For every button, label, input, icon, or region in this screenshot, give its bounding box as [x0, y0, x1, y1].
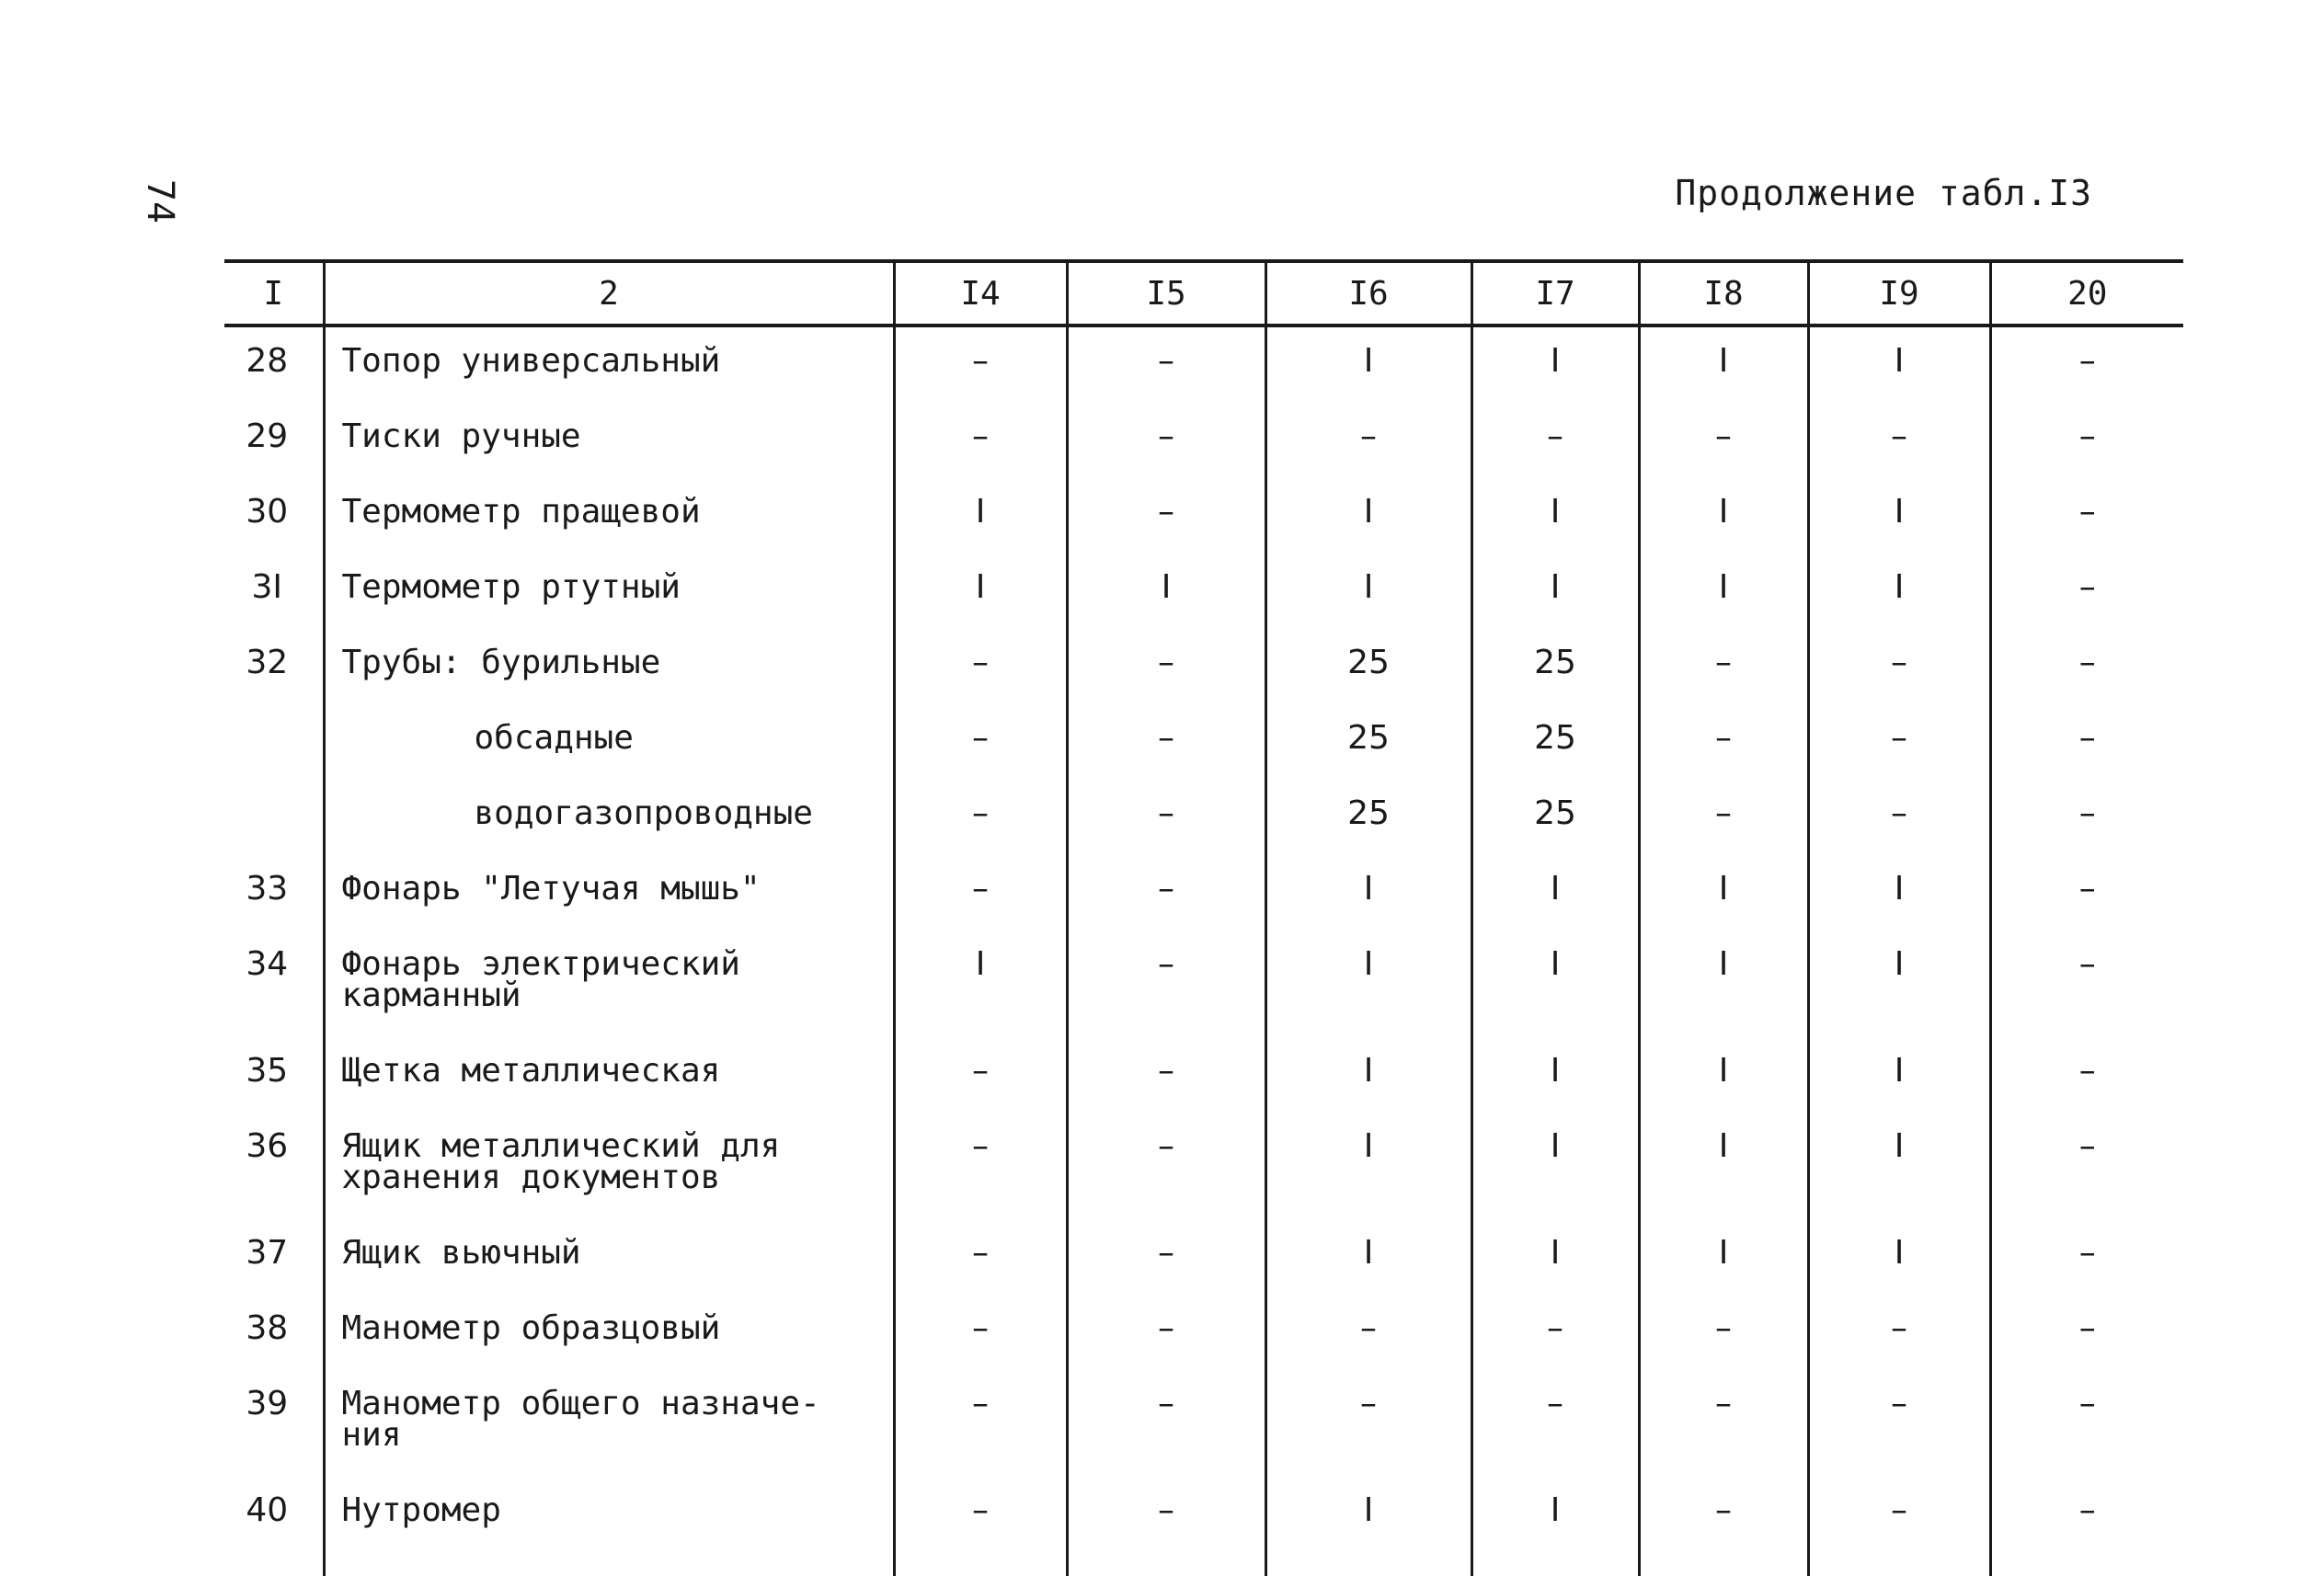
- value-cell: –: [1808, 1482, 1990, 1576]
- value-cell: –: [1639, 634, 1808, 710]
- value-cell: –: [1990, 634, 2183, 710]
- value-cell: –: [1067, 861, 1265, 936]
- value-cell: –: [1471, 408, 1639, 484]
- value-cell: 25: [1471, 710, 1639, 785]
- row-number: 39: [246, 1385, 289, 1422]
- value-cell: –: [1067, 1482, 1265, 1576]
- value-cell: –: [1471, 1300, 1639, 1376]
- table-row: [224, 1376, 2183, 1482]
- table-row: [224, 634, 2183, 710]
- value-cell: –: [1808, 1300, 1990, 1376]
- value-cell: –: [1639, 1376, 1808, 1482]
- value-cell: 25: [1265, 634, 1471, 710]
- value-cell: I: [1265, 1482, 1471, 1576]
- table-row: [224, 785, 2183, 861]
- value-cell: 25: [1265, 710, 1471, 785]
- value-cell: I: [1639, 1043, 1808, 1118]
- table-row: [224, 559, 2183, 634]
- item-name: Фонарь "Летучая мышь": [324, 861, 894, 936]
- value-cell: –: [1265, 1300, 1471, 1376]
- value-cell: I: [1265, 1225, 1471, 1300]
- table-header-row: [224, 261, 2183, 325]
- value-cell: –: [894, 1376, 1067, 1482]
- header-col-14: I4: [894, 261, 1067, 325]
- item-name: Нутромер: [324, 1482, 894, 1576]
- table-row: [224, 1118, 2183, 1225]
- value-cell: –: [1808, 710, 1990, 785]
- value-cell: I: [894, 936, 1067, 1043]
- value-cell: I: [1639, 1225, 1808, 1300]
- header-col-18: I8: [1639, 261, 1808, 325]
- table-row: [224, 484, 2183, 559]
- table-row: [224, 408, 2183, 484]
- value-cell: –: [894, 861, 1067, 936]
- value-cell: –: [1067, 325, 1265, 408]
- value-cell: –: [1990, 710, 2183, 785]
- value-cell: I: [1471, 325, 1639, 408]
- value-cell: I: [1265, 559, 1471, 634]
- value-cell: I: [1471, 936, 1639, 1043]
- value-cell: –: [1990, 559, 2183, 634]
- table-row: [224, 325, 2183, 408]
- value-cell: I: [1639, 936, 1808, 1043]
- value-cell: I: [1471, 559, 1639, 634]
- value-cell: –: [1639, 1482, 1808, 1576]
- value-cell: I: [1471, 861, 1639, 936]
- row-number: 37: [246, 1234, 289, 1272]
- value-cell: –: [894, 1043, 1067, 1118]
- row-number: 34: [246, 945, 289, 983]
- row-number: 40: [246, 1491, 289, 1529]
- value-cell: –: [1067, 634, 1265, 710]
- row-number: 28: [246, 342, 289, 380]
- value-cell: I: [1471, 1225, 1639, 1300]
- value-cell: I: [1471, 1482, 1639, 1576]
- value-cell: I: [1265, 936, 1471, 1043]
- value-cell: I: [1471, 484, 1639, 559]
- value-cell: –: [894, 408, 1067, 484]
- value-cell: –: [1808, 785, 1990, 861]
- value-cell: –: [1067, 785, 1265, 861]
- value-cell: –: [1808, 634, 1990, 710]
- item-name: Топор универсальный: [324, 325, 894, 408]
- row-number: [224, 710, 324, 785]
- header-col-1: I: [224, 261, 324, 325]
- header-col-19: I9: [1808, 261, 1990, 325]
- value-cell: I: [1265, 861, 1471, 936]
- value-cell: I: [1265, 1118, 1471, 1225]
- value-cell: I: [894, 559, 1067, 634]
- value-cell: –: [1639, 1300, 1808, 1376]
- row-number: 38: [246, 1309, 289, 1347]
- value-cell: –: [894, 1482, 1067, 1576]
- value-cell: 25: [1471, 634, 1639, 710]
- value-cell: I: [1639, 1118, 1808, 1225]
- value-cell: –: [1067, 710, 1265, 785]
- value-cell: –: [1990, 1300, 2183, 1376]
- value-cell: –: [1990, 1376, 2183, 1482]
- table-row: [224, 710, 2183, 785]
- equipment-table: [224, 259, 2183, 1576]
- value-cell: 25: [1265, 785, 1471, 861]
- table-row: [224, 1225, 2183, 1300]
- item-name: Фонарь электрический карманный: [324, 936, 894, 1043]
- value-cell: –: [1990, 484, 2183, 559]
- value-cell: –: [1067, 936, 1265, 1043]
- value-cell: I: [1808, 861, 1990, 936]
- header-col-2: 2: [324, 261, 894, 325]
- value-cell: –: [1067, 1376, 1265, 1482]
- value-cell: I: [1265, 484, 1471, 559]
- value-cell: I: [1808, 325, 1990, 408]
- value-cell: –: [1990, 1043, 2183, 1118]
- value-cell: –: [1990, 861, 2183, 936]
- header-col-15: I5: [1067, 261, 1265, 325]
- row-number: 3I: [251, 568, 283, 606]
- value-cell: –: [1639, 408, 1808, 484]
- item-name: Трубы: бурильные: [324, 634, 894, 710]
- value-cell: –: [894, 634, 1067, 710]
- item-name: Ящик вьючный: [324, 1225, 894, 1300]
- value-cell: I: [1808, 936, 1990, 1043]
- value-cell: –: [1990, 936, 2183, 1043]
- value-cell: I: [1265, 325, 1471, 408]
- row-number: [224, 785, 324, 861]
- value-cell: I: [1639, 484, 1808, 559]
- value-cell: –: [894, 325, 1067, 408]
- value-cell: –: [894, 1118, 1067, 1225]
- header-col-17: I7: [1471, 261, 1639, 325]
- row-number: 30: [246, 493, 289, 531]
- value-cell: I: [1808, 1043, 1990, 1118]
- value-cell: –: [894, 710, 1067, 785]
- value-cell: I: [1639, 861, 1808, 936]
- value-cell: –: [1067, 484, 1265, 559]
- row-number: 29: [246, 417, 289, 455]
- row-number: 35: [246, 1052, 289, 1090]
- table-row: [224, 936, 2183, 1043]
- item-name: обсадные: [324, 710, 894, 785]
- value-cell: –: [894, 785, 1067, 861]
- row-number: 36: [246, 1127, 289, 1165]
- value-cell: I: [1639, 559, 1808, 634]
- value-cell: I: [1808, 559, 1990, 634]
- value-cell: I: [1639, 325, 1808, 408]
- value-cell: –: [1067, 1300, 1265, 1376]
- value-cell: I: [1471, 1118, 1639, 1225]
- value-cell: I: [1067, 559, 1265, 634]
- value-cell: –: [1265, 408, 1471, 484]
- value-cell: –: [1471, 1376, 1639, 1482]
- header-col-16: I6: [1265, 261, 1471, 325]
- value-cell: –: [894, 1300, 1067, 1376]
- item-name: Термометр ртутный: [324, 559, 894, 634]
- table-row: [224, 1300, 2183, 1376]
- value-cell: I: [1808, 1225, 1990, 1300]
- item-name: Щетка металлическая: [324, 1043, 894, 1118]
- value-cell: –: [1265, 1376, 1471, 1482]
- table-row: [224, 1482, 2183, 1576]
- item-name: Манометр общего назначе-ния: [324, 1376, 894, 1482]
- row-number: 33: [246, 870, 289, 908]
- value-cell: –: [1808, 1376, 1990, 1482]
- value-cell: –: [1067, 1118, 1265, 1225]
- value-cell: –: [1639, 710, 1808, 785]
- value-cell: I: [1808, 1118, 1990, 1225]
- value-cell: –: [1990, 1482, 2183, 1576]
- value-cell: –: [1990, 785, 2183, 861]
- table-caption: Продолжение табл.I3: [1675, 173, 2092, 213]
- item-name: Манометр образцовый: [324, 1300, 894, 1376]
- value-cell: –: [1808, 408, 1990, 484]
- table-row: [224, 861, 2183, 936]
- value-cell: –: [1067, 1043, 1265, 1118]
- item-name: Ящик металлический для хранения документов: [324, 1118, 894, 1225]
- item-name: Тиски ручные: [324, 408, 894, 484]
- value-cell: I: [1471, 1043, 1639, 1118]
- value-cell: –: [1067, 408, 1265, 484]
- value-cell: I: [894, 484, 1067, 559]
- value-cell: 25: [1471, 785, 1639, 861]
- page-number: 74: [139, 178, 182, 224]
- table-row: [224, 1043, 2183, 1118]
- value-cell: –: [894, 1225, 1067, 1300]
- value-cell: –: [1990, 1118, 2183, 1225]
- row-number: 32: [246, 644, 289, 681]
- value-cell: I: [1265, 1043, 1471, 1118]
- table-body: [224, 325, 2183, 1576]
- header-col-20: 20: [1990, 261, 2183, 325]
- value-cell: –: [1639, 785, 1808, 861]
- value-cell: I: [1808, 484, 1990, 559]
- item-name: водогазопроводные: [324, 785, 894, 861]
- value-cell: –: [1990, 408, 2183, 484]
- value-cell: –: [1067, 1225, 1265, 1300]
- value-cell: –: [1990, 325, 2183, 408]
- item-name: Термометр пращевой: [324, 484, 894, 559]
- value-cell: –: [1990, 1225, 2183, 1300]
